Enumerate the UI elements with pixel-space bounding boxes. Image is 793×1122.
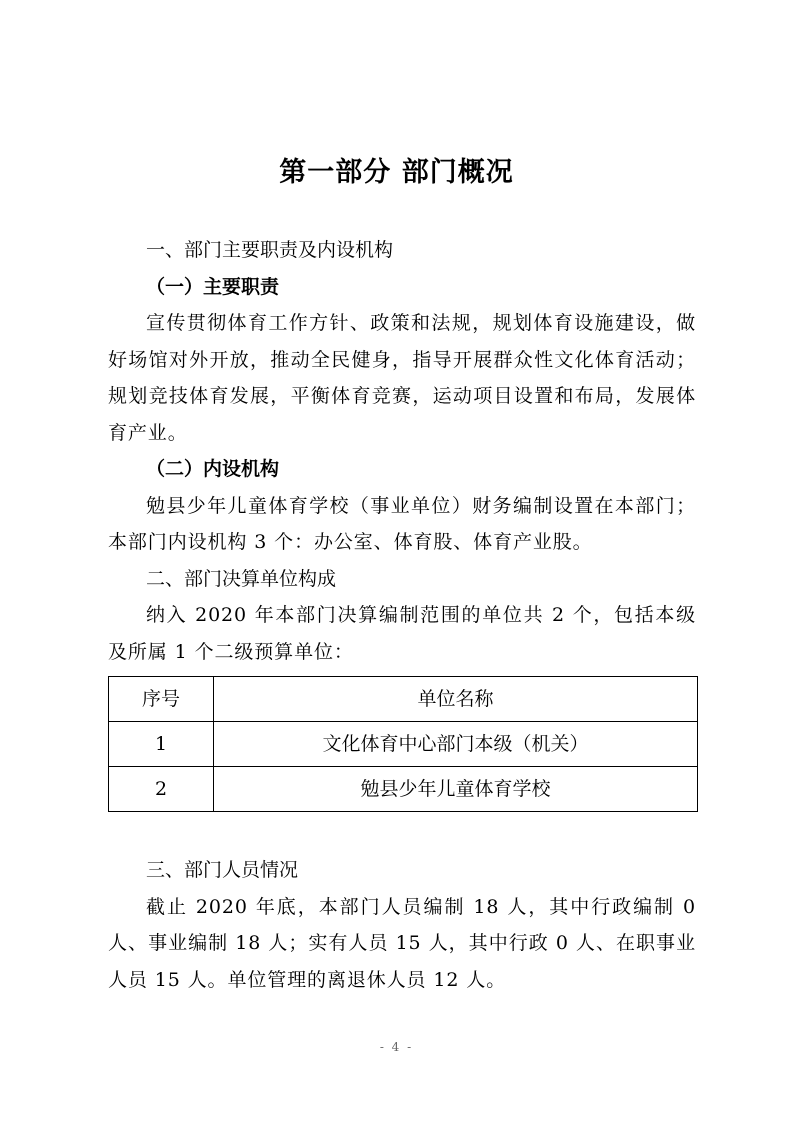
table-header-index: 序号	[109, 677, 214, 722]
section-1-sub-1-text: 宣传贯彻体育工作方针、政策和法规，规划体育设施建设，做好场馆对外开放，推动全民健身，指导开展群众性文化体育活动；规划竞技体育发展，平衡体育竞赛，运动项目设置和布局，发展体育产业。	[108, 312, 696, 444]
table-cell-unit-name: 文化体育中心部门本级（机关）	[214, 722, 698, 767]
units-table	[108, 676, 698, 812]
spacer	[108, 812, 696, 852]
table-cell-unit-name: 勉县少年儿童体育学校	[214, 767, 698, 812]
page-title: 第一部分 部门概况	[279, 157, 514, 188]
table-cell-index: 2	[109, 767, 214, 812]
document-body	[108, 232, 696, 998]
section-2-heading: 二、部门决算单位构成	[146, 567, 337, 590]
table-header-unit-name: 单位名称	[214, 677, 698, 722]
table-row	[109, 767, 698, 812]
table-row	[109, 722, 698, 767]
table-cell-index: 1	[109, 722, 214, 767]
section-1-sub-1-heading: （一）主要职责	[146, 275, 280, 298]
section-1-heading: 一、部门主要职责及内设机构	[146, 239, 394, 261]
table-header-row	[109, 677, 698, 722]
section-3-heading: 三、部门人员情况	[146, 859, 299, 881]
section-1-sub-2-heading: （二）内设机构	[146, 458, 280, 480]
section-2-text: 纳入 2020 年本部门决算编制范围的单位共 2 个，包括本级及所属 1 个二级预算单位：	[108, 604, 696, 663]
page-number: - 4 -	[379, 1040, 414, 1054]
section-1-sub-2-text: 勉县少年儿童体育学校（事业单位）财务编制设置在本部门；本部门内设机构 3 个：办公室、体育股、体育产业股。	[108, 494, 696, 553]
section-3-text: 截止 2020 年底，本部门人员编制 18 人，其中行政编制 0 人、事业编制 18 人；实有人员 15 人，其中行政 0 人、在职事业人员 15 人。单位管理的离退休人员 12 人。	[108, 895, 696, 991]
